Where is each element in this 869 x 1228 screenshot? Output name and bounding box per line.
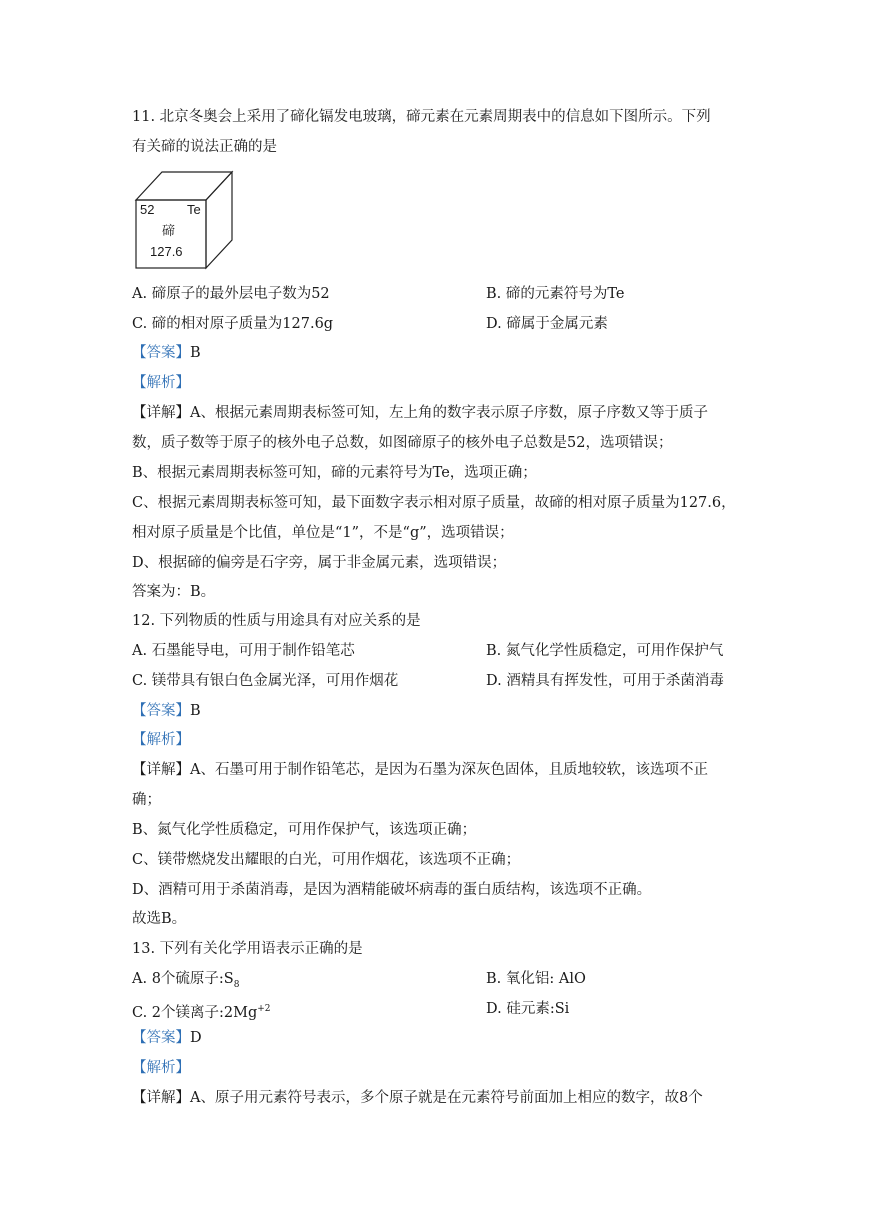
q12-detail-line1 — [132, 760, 708, 780]
detail-text: A、根据元素周期表标签可知，左上角的数字表示原子序数，原子序数又等于质子 — [190, 405, 708, 421]
q12-option-d: D. 酒精具有挥发性，可用于杀菌消毒 — [486, 673, 724, 689]
q13-analysis-tag: 【解析】 — [132, 1060, 190, 1076]
q11-detail-line6: D、根据碲的偏旁是石字旁，属于非金属元素，选项错误； — [132, 555, 507, 571]
answer-value: B — [190, 703, 201, 719]
option-text: C. 2个镁离子:2Mg — [132, 1004, 258, 1021]
detail-tag: 【详解】 — [132, 405, 190, 421]
q12-detail-line4: C、镁带燃烧发出耀眼的白光，可用作烟花，该选项不正确； — [132, 852, 521, 868]
q12-answer — [132, 701, 201, 721]
answer-tag: 【答案】 — [132, 345, 190, 361]
q13-option-c — [132, 999, 271, 1023]
q11-detail-line3: B、根据元素周期表标签可知，碲的元素符号为Te，选项正确； — [132, 465, 537, 481]
subscript: 8 — [233, 979, 240, 990]
q13-option-b: B. 氧化铝: AlO — [486, 971, 586, 987]
element-mass: 127.6 — [150, 244, 183, 259]
q11-stem-line2: 有关碲的说法正确的是 — [132, 139, 277, 155]
q12-analysis-tag: 【解析】 — [132, 732, 190, 748]
q11-detail-line1 — [132, 403, 708, 423]
q13-detail-line1 — [132, 1088, 703, 1108]
q12-detail-line3: B、氮气化学性质稳定，可用作保护气，该选项正确； — [132, 822, 477, 838]
q11-answer — [132, 343, 201, 363]
q12-stem: 12. 下列物质的性质与用途具有对应关系的是 — [132, 613, 421, 629]
element-symbol: Te — [187, 202, 201, 217]
detail-text: A、原子用元素符号表示，多个原子就是在元素符号前面加上相应的数字，故8个 — [190, 1090, 703, 1106]
q12-option-a: A. 石墨能导电，可用于制作铅笔芯 — [132, 643, 355, 659]
q11-detail-line7: 答案为：B。 — [132, 584, 216, 600]
answer-tag: 【答案】 — [132, 703, 190, 719]
element-cube-figure — [132, 170, 234, 270]
q11-option-b: B. 碲的元素符号为Te — [486, 286, 625, 302]
detail-tag: 【详解】 — [132, 762, 190, 778]
q13-stem: 13. 下列有关化学用语表示正确的是 — [132, 941, 363, 957]
detail-tag: 【详解】 — [132, 1090, 190, 1106]
q12-detail-line2: 确； — [132, 792, 161, 808]
answer-value: B — [190, 345, 201, 361]
q13-option-a — [132, 969, 239, 995]
q11-detail-line4: C、根据元素周期表标签可知，最下面数字表示相对原子质量，故碲的相对原子质量为127.6， — [132, 495, 736, 511]
q11-option-c: C. 碲的相对原子质量为127.6g — [132, 316, 334, 332]
q11-option-a: A. 碲原子的最外层电子数为52 — [132, 286, 330, 302]
q12-option-b: B. 氮气化学性质稳定，可用作保护气 — [486, 643, 724, 659]
q13-option-d: D. 硅元素:Si — [486, 1001, 570, 1017]
superscript: +2 — [257, 1004, 271, 1014]
q11-stem-line1: 11. 北京冬奥会上采用了碲化镉发电玻璃，碲元素在元素周期表中的信息如下图所示。下列 — [132, 109, 711, 125]
q11-detail-line2: 数，质子数等于原子的核外电子总数，如图碲原子的核外电子总数是52，选项错误； — [132, 435, 673, 451]
option-text: A. 8个硫原子:S — [132, 971, 234, 987]
answer-tag: 【答案】 — [132, 1030, 190, 1046]
q11-option-d: D. 碲属于金属元素 — [486, 316, 608, 332]
element-name: 碲 — [162, 224, 176, 239]
q12-detail-line5: D、酒精可用于杀菌消毒，是因为酒精能破坏病毒的蛋白质结构，该选项不正确。 — [132, 882, 652, 898]
answer-value: D — [190, 1030, 202, 1046]
q11-analysis-tag: 【解析】 — [132, 375, 190, 391]
element-atomic-number: 52 — [140, 202, 155, 217]
cube-outline — [132, 170, 234, 270]
q12-detail-line6: 故选B。 — [132, 911, 187, 927]
detail-text: A、石墨可用于制作铅笔芯，是因为石墨为深灰色固体，且质地较软，该选项不正 — [190, 762, 708, 778]
q11-detail-line5: 相对原子质量是个比值，单位是“1”，不是“g”，选项错误； — [132, 525, 514, 541]
q13-answer — [132, 1028, 202, 1048]
q12-option-c: C. 镁带具有银白色金属光泽，可用作烟花 — [132, 673, 399, 689]
